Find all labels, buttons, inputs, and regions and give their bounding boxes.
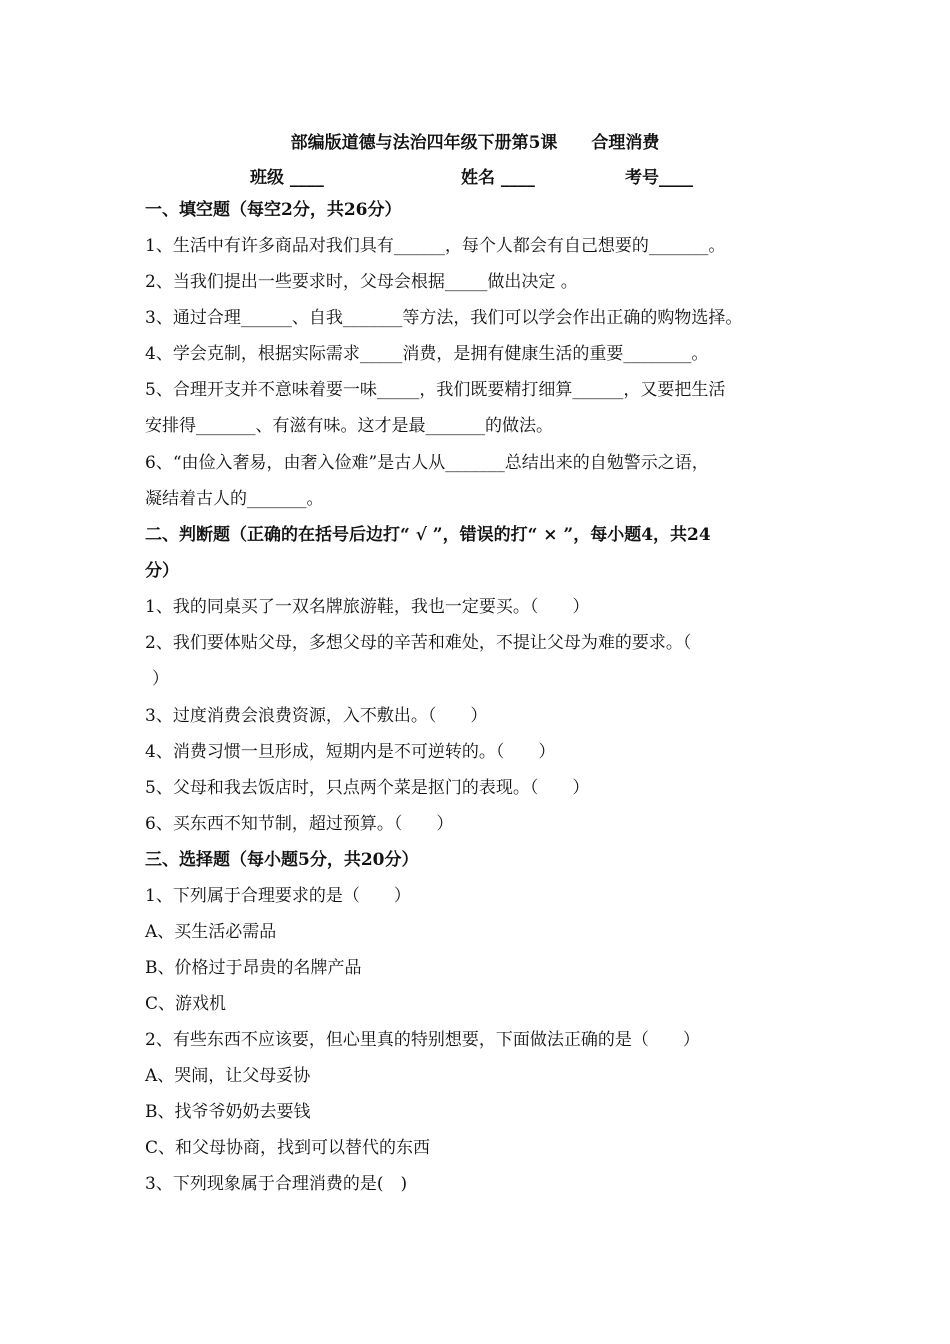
question-text: 5、合理开支并不意味着要一味_____，我们既要精打细算______，又要把生活 [145,380,726,400]
page-title: 部编版道德与法治四年级下册第5课 合理消费 [290,133,660,153]
question-text: 1、下列属于合理要求的是（ ） [145,886,411,906]
exam-number-label: 考号____ [625,168,693,188]
question-text: 4、学会克制，根据实际需求_____消费，是拥有健康生活的重要________。 [145,344,709,364]
question-text: 3、过度消费会浪费资源，入不敷出。（ ） [145,706,488,726]
option-text: B、找爷爷奶奶去要钱 [145,1102,311,1122]
question-text: 6、买东西不知节制，超过预算。（ ） [145,814,454,834]
question-text: 1、我的同桌买了一双名牌旅游鞋，我也一定要买。（ ） [145,597,590,617]
question-text: 3、通过合理______、自我_______等方法，我们可以学会作出正确的购物选择。 [145,308,743,328]
class-field-label: 班级 ____ [250,168,324,188]
question-text: 凝结着古人的_______。 [145,489,324,509]
section-heading-fill: 一、填空题（每空2分，共26分） [145,200,402,220]
option-text: C、和父母协商，找到可以替代的东西 [145,1138,431,1158]
option-text: A、买生活必需品 [145,922,277,942]
question-text: ） [152,669,169,689]
section-heading-judge-cont: 分） [145,561,179,581]
option-text: B、价格过于昂贵的名牌产品 [145,958,362,978]
question-text: 2、当我们提出一些要求时，父母会根据_____做出决定 。 [145,272,578,292]
question-text: 3、下列现象属于合理消费的是( ) [145,1174,408,1194]
option-text: A、哭闹，让父母妥协 [145,1066,311,1086]
section-heading-judge: 二、判断题（正确的在括号后边打“ √ ”，错误的打“ × ”，每小题4，共24 [145,525,711,545]
question-text: 2、有些东西不应该要，但心里真的特别想要，下面做法正确的是（ ） [145,1030,700,1050]
question-text: 1、生活中有许多商品对我们具有______，每个人都会有自己想要的_______。 [145,236,726,256]
name-field-label: 姓名 ____ [461,168,535,188]
question-text: 2、我们要体贴父母，多想父母的辛苦和难处，不提让父母为难的要求。（ [145,633,692,653]
question-text: 6、“由俭入奢易，由奢入俭难”是古人从_______总结出来的自勉警示之语， [145,453,709,473]
question-text: 安排得_______、有滋有味。这才是最_______的做法。 [145,416,553,436]
section-heading-choice: 三、选择题（每小题5分，共20分） [145,850,419,870]
question-text: 4、消费习惯一旦形成，短期内是不可逆转的。（ ） [145,742,556,762]
option-text: C、游戏机 [145,994,227,1014]
question-text: 5、父母和我去饭店时，只点两个菜是抠门的表现。（ ） [145,778,590,798]
